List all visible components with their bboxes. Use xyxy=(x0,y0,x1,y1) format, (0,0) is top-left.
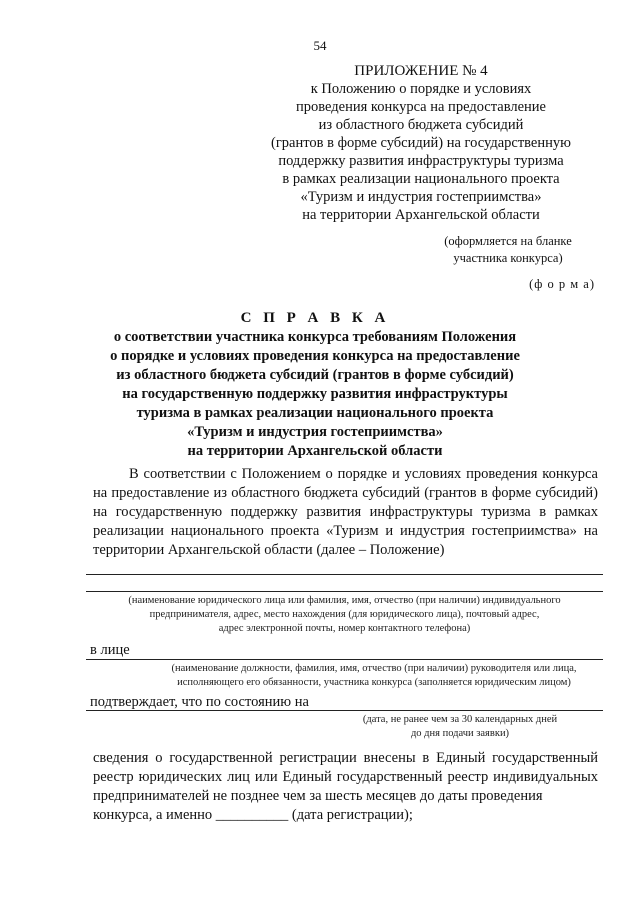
certificate-title-line: «Туризм и индустрия гостеприимства» xyxy=(187,424,443,440)
certificate-title-line: о порядке и условиях проведения конкурса на предоставление xyxy=(110,348,520,364)
certificate-title-line: туризма в рамках реализации национального проекта xyxy=(136,405,494,421)
letterhead-note-line: участника конкурса) xyxy=(453,251,563,265)
page-number: 54 xyxy=(313,38,327,53)
caption-line: (наименование должности, фамилия, имя, отчество (при наличии) руководителя или лица, xyxy=(171,663,577,674)
closing-text: сведения о государственной регистрации внесены в Единый государственный реестр юридических лиц или Единый государственный реестр индивидуальных предпринимателей не позднее чем за шесть месяцев до даты проведения xyxy=(93,750,598,804)
closing-last-line: конкурса, а именно __________ (дата регистрации); xyxy=(93,807,413,823)
appendix-line: на территории Архангельской области xyxy=(302,207,540,223)
date-fill-line[interactable] xyxy=(86,710,603,711)
appendix-line: поддержку развития инфраструктуры туризма xyxy=(278,153,564,169)
applicant-caption xyxy=(86,594,603,636)
appendix-line: в рамках реализации национального проекта xyxy=(282,171,560,187)
representative-fill-line[interactable] xyxy=(86,659,603,660)
appendix-line: проведения конкурса на предоставление xyxy=(296,99,546,115)
intro-paragraph xyxy=(93,465,598,560)
appendix-line: «Туризм и индустрия гостеприимства» xyxy=(300,189,542,205)
caption-line: (дата, не ранее чем за 30 календарных дней xyxy=(362,714,558,725)
represented-by-label: в лице xyxy=(90,642,130,658)
date-caption xyxy=(320,713,600,741)
caption-line: исполняющего его обязанности, участника конкурса (заполняется юридическим лицом) xyxy=(177,677,571,688)
appendix-line: из областного бюджета субсидий xyxy=(318,117,524,133)
certificate-heading: С П Р А В К А xyxy=(240,310,390,326)
certificate-title-line: о соответствии участника конкурса требованиям Положения xyxy=(113,329,517,345)
certificate-title-line: на территории Архангельской области xyxy=(187,443,443,459)
appendix-title: ПРИЛОЖЕНИЕ № 4 xyxy=(354,63,488,79)
applicant-fill-line[interactable] xyxy=(86,574,603,575)
caption-line: адрес электронной почты, номер контактного телефона) xyxy=(218,623,471,634)
applicant-fill-line-2[interactable] xyxy=(86,591,603,592)
caption-line: предпринимателя, адрес, место нахождения (для юридического лица), почтовый адрес, xyxy=(149,609,540,620)
form-label: (ф о р м а) xyxy=(529,277,595,291)
appendix-line: к Положению о порядке и условиях xyxy=(310,81,532,97)
intro-text: В соответствии с Положением о порядке и условиях проведения конкурса на предоставление из областного бюджета субсидий (грантов в форме субсидий) на государственную поддержку развития инфраструктуры туризма в рамках реализации национального проекта «Туризм и индустрия гостеприимства» на территории Архангельской области (далее – Положение) xyxy=(93,466,598,558)
representative-caption xyxy=(150,662,598,690)
letterhead-note xyxy=(428,233,588,267)
appendix-line: (грантов в форме субсидий) на государственную xyxy=(271,135,571,151)
caption-line: (наименование юридического лица или фамилия, имя, отчество (при наличии) индивидуального xyxy=(128,595,561,606)
letterhead-note-line: (оформляется на бланке xyxy=(444,234,572,248)
caption-line: до дня подачи заявки) xyxy=(410,728,510,739)
confirms-label: подтверждает, что по состоянию на xyxy=(90,694,309,710)
certificate-title-line: на государственную поддержку развития инфраструктуры xyxy=(122,386,508,402)
certificate-title xyxy=(80,309,550,461)
closing-paragraph xyxy=(93,749,598,825)
appendix-block xyxy=(260,62,582,224)
certificate-title-line: из областного бюджета субсидий (грантов в форме субсидий) xyxy=(116,367,514,383)
